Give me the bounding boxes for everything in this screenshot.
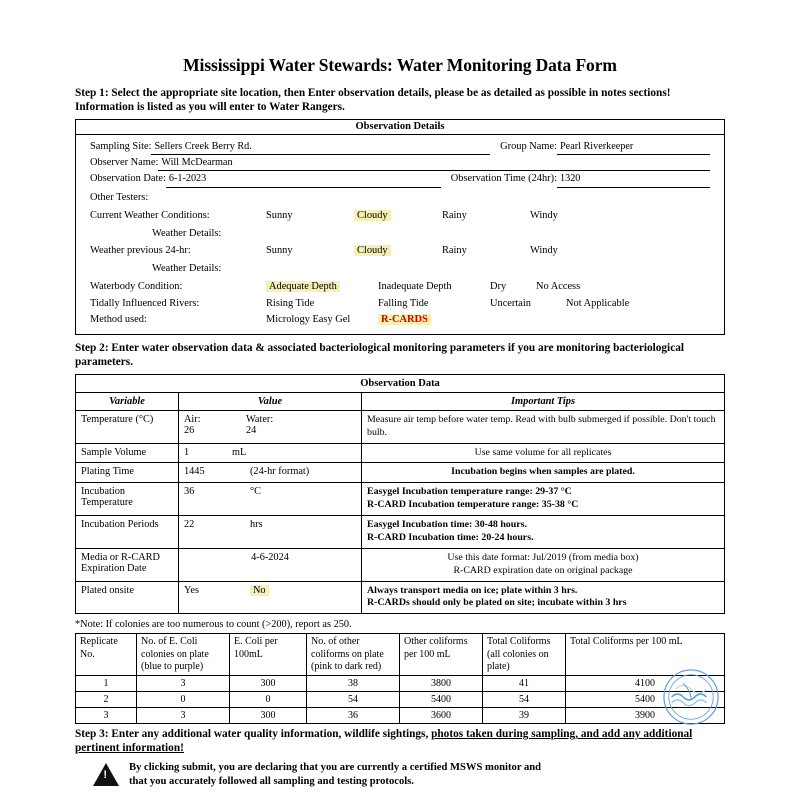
step-3-text-underline: photos taken during sampling (431, 727, 576, 740)
value-sample-volume[interactable] (179, 443, 362, 463)
table-row (76, 675, 725, 691)
value-incubation-temperature[interactable] (179, 483, 362, 516)
tip-temperature: Measure air temp before water temp. Read with bulb submerged if possible. Don't touch bulb. (362, 410, 725, 443)
current-weather-option-windy[interactable]: Windy (530, 209, 558, 221)
observer-name-input[interactable]: Will McDearman (158, 155, 710, 171)
current-weather-row (90, 208, 710, 223)
previous-weather-row (90, 243, 710, 258)
tip-incubation-periods-line1: Easygel Incubation time: 30-48 hours. (367, 519, 527, 531)
waterbody-condition-row (90, 279, 710, 294)
observation-time-input[interactable]: 1320 (557, 171, 710, 187)
sampling-site-label: Sampling Site: (90, 141, 152, 153)
tidal-option-falling[interactable]: Falling Tide (378, 297, 429, 309)
replicates-column-header-4: Other coliforms per 100 mL (400, 634, 483, 676)
msws-logo (662, 668, 720, 726)
plated-onsite-option-no[interactable]: No (250, 585, 269, 596)
replicate-3-no[interactable]: 3 (76, 707, 137, 723)
tidal-row (90, 296, 710, 311)
observer-name-label: Observer Name: (90, 157, 159, 169)
current-weather-details-row (90, 224, 710, 241)
tip-plating-time: Incubation begins when samples are plated. (362, 463, 725, 483)
replicates-column-header-1: No. of E. Coli colonies on plate (blue to purple) (137, 634, 230, 676)
variable-plating-time: Plating Time (76, 463, 179, 483)
incubation-temp-value[interactable]: 36 (184, 486, 195, 498)
table-row-plating-time (76, 463, 725, 483)
value-temperature[interactable] (179, 410, 362, 443)
value-incubation-periods[interactable] (179, 516, 362, 549)
variable-temperature: Temperature (°C) (76, 410, 179, 443)
replicate-3-other-per-100ml[interactable]: 3600 (400, 707, 483, 723)
observer-name-row (90, 155, 710, 171)
waterbody-condition-label: Waterbody Condition: (90, 281, 183, 293)
previous-weather-option-cloudy[interactable]: Cloudy (354, 243, 442, 258)
variable-expiration-date: Media or R-CARD Expiration Date (76, 548, 179, 581)
observation-date-row (90, 171, 710, 187)
value-expiration-date[interactable]: 4-6-2024 (179, 548, 362, 581)
tip-incubation-temperature-line2: R-CARD Incubation temperature range: 35-38 °C (367, 499, 579, 511)
observation-time-label: Observation Time (24hr): (450, 173, 557, 185)
step-3-text-a: Step 3: Enter any additional water quality information, wildlife sightings, (75, 727, 432, 740)
replicate-3-total-colonies[interactable]: 39 (483, 707, 566, 723)
water-temp-value[interactable]: 24 (246, 424, 257, 436)
replicates-column-header-6: Total Coliforms per 100 mL (566, 634, 725, 676)
other-testers-label: Other Testers: (90, 191, 149, 203)
tidal-label: Tidally Influenced Rivers: (90, 297, 200, 309)
waterbody-option-no-access[interactable]: No Access (536, 281, 581, 293)
table-row (76, 707, 725, 723)
sample-volume-unit: mL (232, 446, 247, 458)
other-testers-row (90, 188, 710, 205)
replicates-column-header-3: No. of other coliforms on plate (pink to dark red) (307, 634, 400, 676)
warning-icon (93, 763, 119, 786)
tip-incubation-periods-line2: R-CARD Incubation time: 20-24 hours. (367, 531, 534, 543)
current-weather-option-rainy[interactable]: Rainy (442, 209, 467, 221)
tip-plated-onsite-line1: Always transport media on ice; plate within 3 hrs. (367, 584, 578, 596)
sample-volume-value[interactable]: 1 (184, 446, 190, 458)
column-header-value: Value (179, 392, 362, 410)
waterbody-option-adequate[interactable]: Adequate Depth (266, 279, 378, 294)
table-row (76, 691, 725, 707)
replicate-3-ecoli-per-100ml[interactable]: 300 (230, 707, 307, 723)
step-3-text-b: , and add any additional pertinent information! (75, 727, 693, 755)
declaration-text: By clicking submit, you are declaring that you are currently a certified MSWS monitor and that you accurately followed all sampling and testing protocols. (129, 762, 542, 787)
sampling-site-input[interactable]: Sellers Creek Berry Rd. (151, 139, 490, 155)
observation-data-header-row (76, 392, 725, 410)
observation-data-table (75, 374, 725, 615)
tip-sample-volume: Use same volume for all replicates (362, 443, 725, 463)
declaration-row (75, 761, 725, 789)
tidal-option-rising[interactable]: Rising Tide (266, 297, 315, 309)
plated-onsite-option-yes[interactable]: Yes (184, 584, 199, 596)
table-row-temperature (76, 410, 725, 443)
replicate-2-no[interactable]: 2 (76, 691, 137, 707)
replicate-2-total-per-100ml[interactable]: 5400 (566, 691, 725, 707)
replicates-column-header-0: Replicate No. (76, 634, 137, 676)
column-header-tips: Important Tips (362, 392, 725, 410)
step-1-instruction: Step 1: Select the appropriate site location, then Enter observation details, please be as detailed as possible in notes sections! Information is listed as you will enter to Water Rangers. (75, 87, 671, 114)
tidal-option-not-applicable[interactable]: Not Applicable (566, 297, 630, 309)
table-row-sample-volume (76, 443, 725, 463)
air-temp-value[interactable]: 26 (184, 424, 195, 436)
tip-expiration-date (362, 548, 725, 581)
air-temp-label: Air: (184, 413, 201, 425)
value-plated-onsite[interactable] (179, 581, 362, 614)
step-2-instruction: Step 2: Enter water observation data & associated bacteriological monitoring parameters if you are monitoring bacteriological parameters. (75, 341, 685, 368)
observation-details-heading: Observation Details (76, 120, 724, 135)
replicate-1-ecoli-per-100ml[interactable]: 300 (230, 675, 307, 691)
observation-data-heading: Observation Data (76, 374, 725, 392)
observation-date-label: Observation Date: (90, 173, 166, 185)
replicate-1-ecoli-colonies[interactable]: 3 (137, 675, 230, 691)
tip-expiration-date-line2: R-CARD expiration date on original package (453, 564, 633, 576)
current-weather-option-sunny[interactable]: Sunny (266, 209, 293, 221)
replicates-header-row (76, 634, 725, 676)
step-3-instruction (75, 727, 725, 755)
replicate-1-total-colonies[interactable]: 41 (483, 675, 566, 691)
variable-incubation-temperature: Incubation Temperature (76, 483, 179, 516)
replicate-1-other-per-100ml[interactable]: 3800 (400, 675, 483, 691)
tip-expiration-date-line1: Use this date format: Jul/2019 (from media box) (447, 551, 639, 563)
replicate-3-ecoli-colonies[interactable]: 3 (137, 707, 230, 723)
variable-incubation-periods: Incubation Periods (76, 516, 179, 549)
replicates-column-header-2: E. Coli per 100mL (230, 634, 307, 676)
table-row-expiration-date (76, 548, 725, 581)
replicate-1-other-colonies[interactable]: 38 (307, 675, 400, 691)
water-temp-label: Water: (246, 413, 274, 425)
weather-details-input-1[interactable] (266, 224, 710, 236)
tip-incubation-periods (362, 516, 725, 549)
replicates-column-header-5: Total Coliforms (all colonies on plate) (483, 634, 566, 676)
group-name-label: Group Name: (500, 141, 557, 153)
replicate-2-total-colonies[interactable]: 54 (483, 691, 566, 707)
incubation-temp-unit: °C (250, 486, 261, 498)
replicate-3-total-per-100ml[interactable]: 3900 (566, 707, 725, 723)
observation-data-heading-row (76, 374, 725, 392)
weather-details-label-2: Weather Details: (152, 263, 222, 275)
colony-count-note: *Note: If colonies are too numerous to count (>200), report as 250. (75, 619, 352, 631)
current-weather-option-cloudy[interactable]: Cloudy (354, 208, 442, 223)
variable-plated-onsite: Plated onsite (76, 581, 179, 614)
sampling-site-row (90, 139, 710, 155)
weather-details-input-2[interactable] (266, 259, 710, 271)
previous-weather-option-rainy[interactable]: Rainy (442, 244, 467, 256)
replicate-2-other-per-100ml[interactable]: 5400 (400, 691, 483, 707)
method-label: Method used: (90, 314, 147, 326)
current-weather-label: Current Weather Conditions: (90, 209, 210, 221)
tip-plated-onsite (362, 581, 725, 614)
plating-time-value[interactable]: 1445 (184, 466, 205, 478)
replicate-2-ecoli-per-100ml[interactable]: 0 (230, 691, 307, 707)
tidal-option-uncertain[interactable]: Uncertain (490, 297, 531, 309)
observation-details-section (75, 119, 725, 334)
group-name-input[interactable]: Pearl Riverkeeper (557, 139, 710, 155)
previous-weather-label: Weather previous 24-hr: (90, 244, 191, 256)
incubation-periods-value[interactable]: 22 (184, 519, 195, 531)
observation-date-input[interactable]: 6-1-2023 (166, 171, 441, 187)
incubation-periods-unit: hrs (250, 519, 263, 531)
replicate-2-ecoli-colonies[interactable]: 0 (137, 691, 230, 707)
table-row-incubation-temperature (76, 483, 725, 516)
page-title: Mississippi Water Stewards: Water Monitoring Data Form (183, 55, 617, 75)
weather-details-label-1: Weather Details: (152, 228, 222, 240)
variable-sample-volume: Sample Volume (76, 443, 179, 463)
replicates-table (75, 633, 725, 724)
tip-plated-onsite-line2: R-CARDs should only be plated on site; incubate within 3 hrs (367, 597, 627, 609)
method-row (90, 312, 710, 327)
table-row-incubation-periods (76, 516, 725, 549)
column-header-variable: Variable (76, 392, 179, 410)
previous-weather-option-windy[interactable]: Windy (530, 244, 558, 256)
waterbody-option-dry[interactable]: Dry (490, 281, 507, 293)
plating-time-unit: (24-hr format) (250, 466, 310, 478)
previous-weather-option-sunny[interactable]: Sunny (266, 244, 293, 256)
table-row-plated-onsite (76, 581, 725, 614)
waterbody-option-inadequate[interactable]: Inadequate Depth (378, 281, 452, 293)
replicate-1-total-per-100ml[interactable]: 4100 (566, 675, 725, 691)
tip-incubation-temperature-line1: Easygel Incubation temperature range: 29-37 °C (367, 486, 572, 498)
replicate-2-other-colonies[interactable]: 54 (307, 691, 400, 707)
value-plating-time[interactable] (179, 463, 362, 483)
previous-weather-details-row (90, 259, 710, 276)
replicate-3-other-colonies[interactable]: 36 (307, 707, 400, 723)
replicate-1-no[interactable]: 1 (76, 675, 137, 691)
method-option-easygel[interactable]: Micrology Easy Gel (266, 314, 351, 326)
other-testers-input[interactable] (148, 188, 710, 200)
method-option-rcards[interactable]: R-CARDS (378, 312, 490, 327)
tip-incubation-temperature (362, 483, 725, 516)
